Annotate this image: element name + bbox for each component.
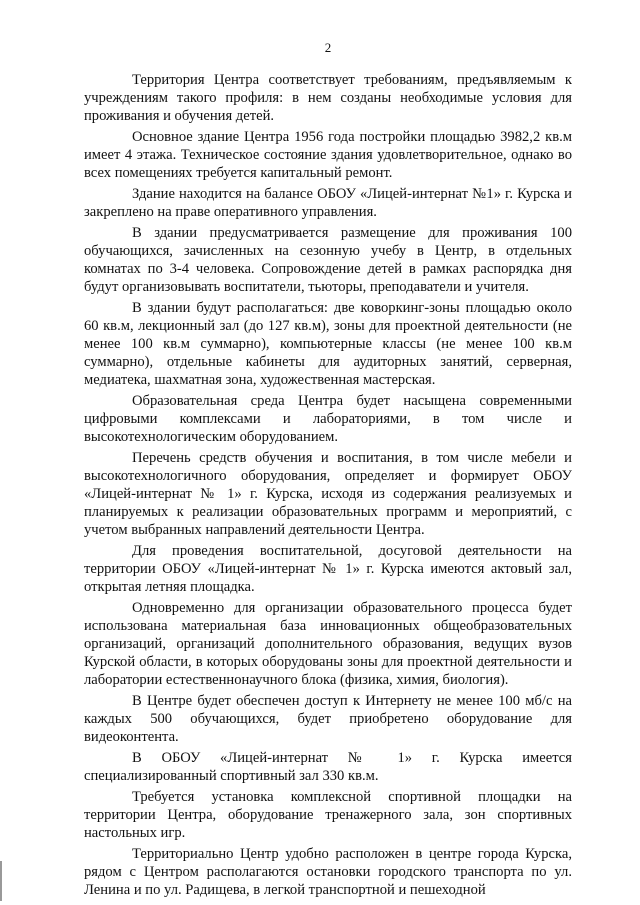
paragraph-sports-ground: Требуется установка комплексной спортивной площадки на территории Центра, оборудование тренажерного зала, зон спортивных настольных игр. xyxy=(84,789,572,841)
paragraph-equipment-list: Перечень средств обучения и воспитания, в том числе мебели и высокотехнологичного оборудования, определяет и формирует ОБОУ «Лицей-интернат № 1» г. Курска, исходя из содержания реализуемых и планируемых к реализации образовательных программ и мероприятий, с учетом выбранных направлений деятельности Центра. xyxy=(84,450,572,538)
paragraph-accommodation: В здании предусматривается размещение для проживания 100 обучающихся, зачисленных на сезонную учебу в Центр, в отдельных комнатах по 3-4 человека. Сопровождение детей в рамках распорядка дня будут организовывать воспитатели, тьюторы, преподаватели и учителя. xyxy=(84,225,572,295)
paragraph-internet: В Центре будет обеспечен доступ к Интернету не менее 100 мб/с на каждых 500 обучающихся, будет приобретено оборудование для видеоконтента. xyxy=(84,693,572,745)
paragraph-material-base: Одновременно для организации образовательного процесса будет использована материальная база инновационных общеобразовательных организаций, организаций дополнительного образования, ведущих вузов Курской области, в которых оборудованы зоны для проектной деятельности и лаборатории естественнонаучного блока (физика, химия, биология). xyxy=(84,600,572,688)
paragraph-leisure: Для проведения воспитательной, досуговой деятельности на территории ОБОУ «Лицей-интернат № 1» г. Курска имеются актовый зал, открытая летняя площадка. xyxy=(84,543,572,595)
paragraph-balance: Здание находится на балансе ОБОУ «Лицей-интернат №1» г. Курска и закреплено на праве оперативного управления. xyxy=(84,186,572,220)
paragraph-location: Территориально Центр удобно расположен в центре города Курска, рядом с Центром располагаются остановки городского транспорта по ул. Ленина и по ул. Радищева, в легкой транспортной и пешеходной xyxy=(84,846,572,898)
paragraph-territory: Территория Центра соответствует требованиям, предъявляемым к учреждениям такого профиля: в нем созданы необходимые условия для проживания и обучения детей. xyxy=(84,72,572,124)
paragraph-main-building: Основное здание Центра 1956 года постройки площадью 3982,2 кв.м имеет 4 этажа. Техническое состояние здания удовлетворительное, однако во всех помещениях требуется капитальный ремонт. xyxy=(84,129,572,181)
paragraph-sports-hall: В ОБОУ «Лицей-интернат № 1» г. Курска имеется специализированный спортивный зал 330 кв.м. xyxy=(84,750,572,784)
scan-edge-mark xyxy=(0,861,2,901)
page-number: 2 xyxy=(324,40,332,55)
paragraph-educational-environment: Образовательная среда Центра будет насыщена современными цифровыми комплексами и лабораториями, в том числе и высокотехнологическим оборудованием. xyxy=(84,393,572,445)
paragraph-premises: В здании будут располагаться: две коворкинг-зоны площадью около 60 кв.м, лекционный зал (до 127 кв.м), зоны для проектной деятельности (не менее 100 кв.м суммарно), компьютерные классы (не менее 100 кв.м суммарно), отдельные кабинеты для аудиторных занятий, серверная, медиатека, шахматная зона, художественная мастерская. xyxy=(84,300,572,388)
